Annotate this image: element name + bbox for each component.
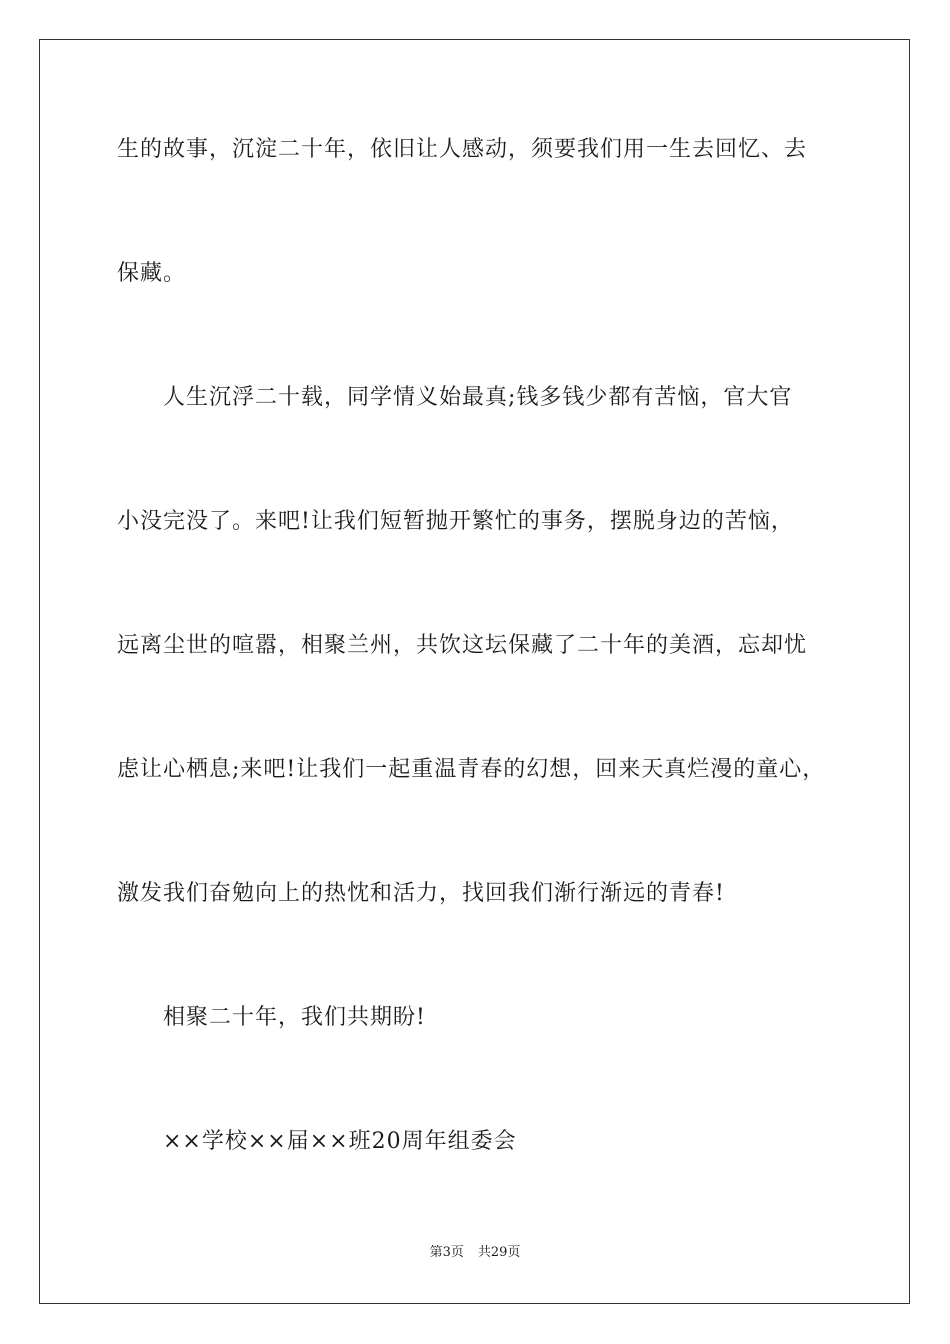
page-border [39,39,910,1304]
paragraph-line: 激发我们奋勉向上的热忱和活力，找回我们渐行渐远的青春! [117,881,725,906]
paragraph-line: 远离尘世的喧嚣，相聚兰州，共饮这坛保藏了二十年的美酒，忘却忧 [117,633,808,658]
paragraph-line: 小没完没了。来吧!让我们短暂抛开繁忙的事务，摆脱身边的苦恼， [117,509,794,534]
paragraph-line: 虑让心栖息;来吧!让我们一起重温青春的幻想，回来天真烂漫的童心， [117,757,826,782]
page-number: 第3页 [429,1245,464,1260]
paragraph-line: 保藏。 [117,261,187,286]
paragraph-line: 人生沉浮二十载，同学情义始最真;钱多钱少都有苦恼，官大官 [163,385,793,410]
signature-line: ××学校××届××班20周年组委会 [163,1129,517,1154]
closing-line: 相聚二十年，我们共期盼! [163,1005,426,1030]
page-total: 共29页 [477,1245,521,1260]
page-footer [0,1244,950,1262]
paragraph-line: 生的故事，沉淀二十年，依旧让人感动，须要我们用一生去回忆、去 [117,137,808,162]
